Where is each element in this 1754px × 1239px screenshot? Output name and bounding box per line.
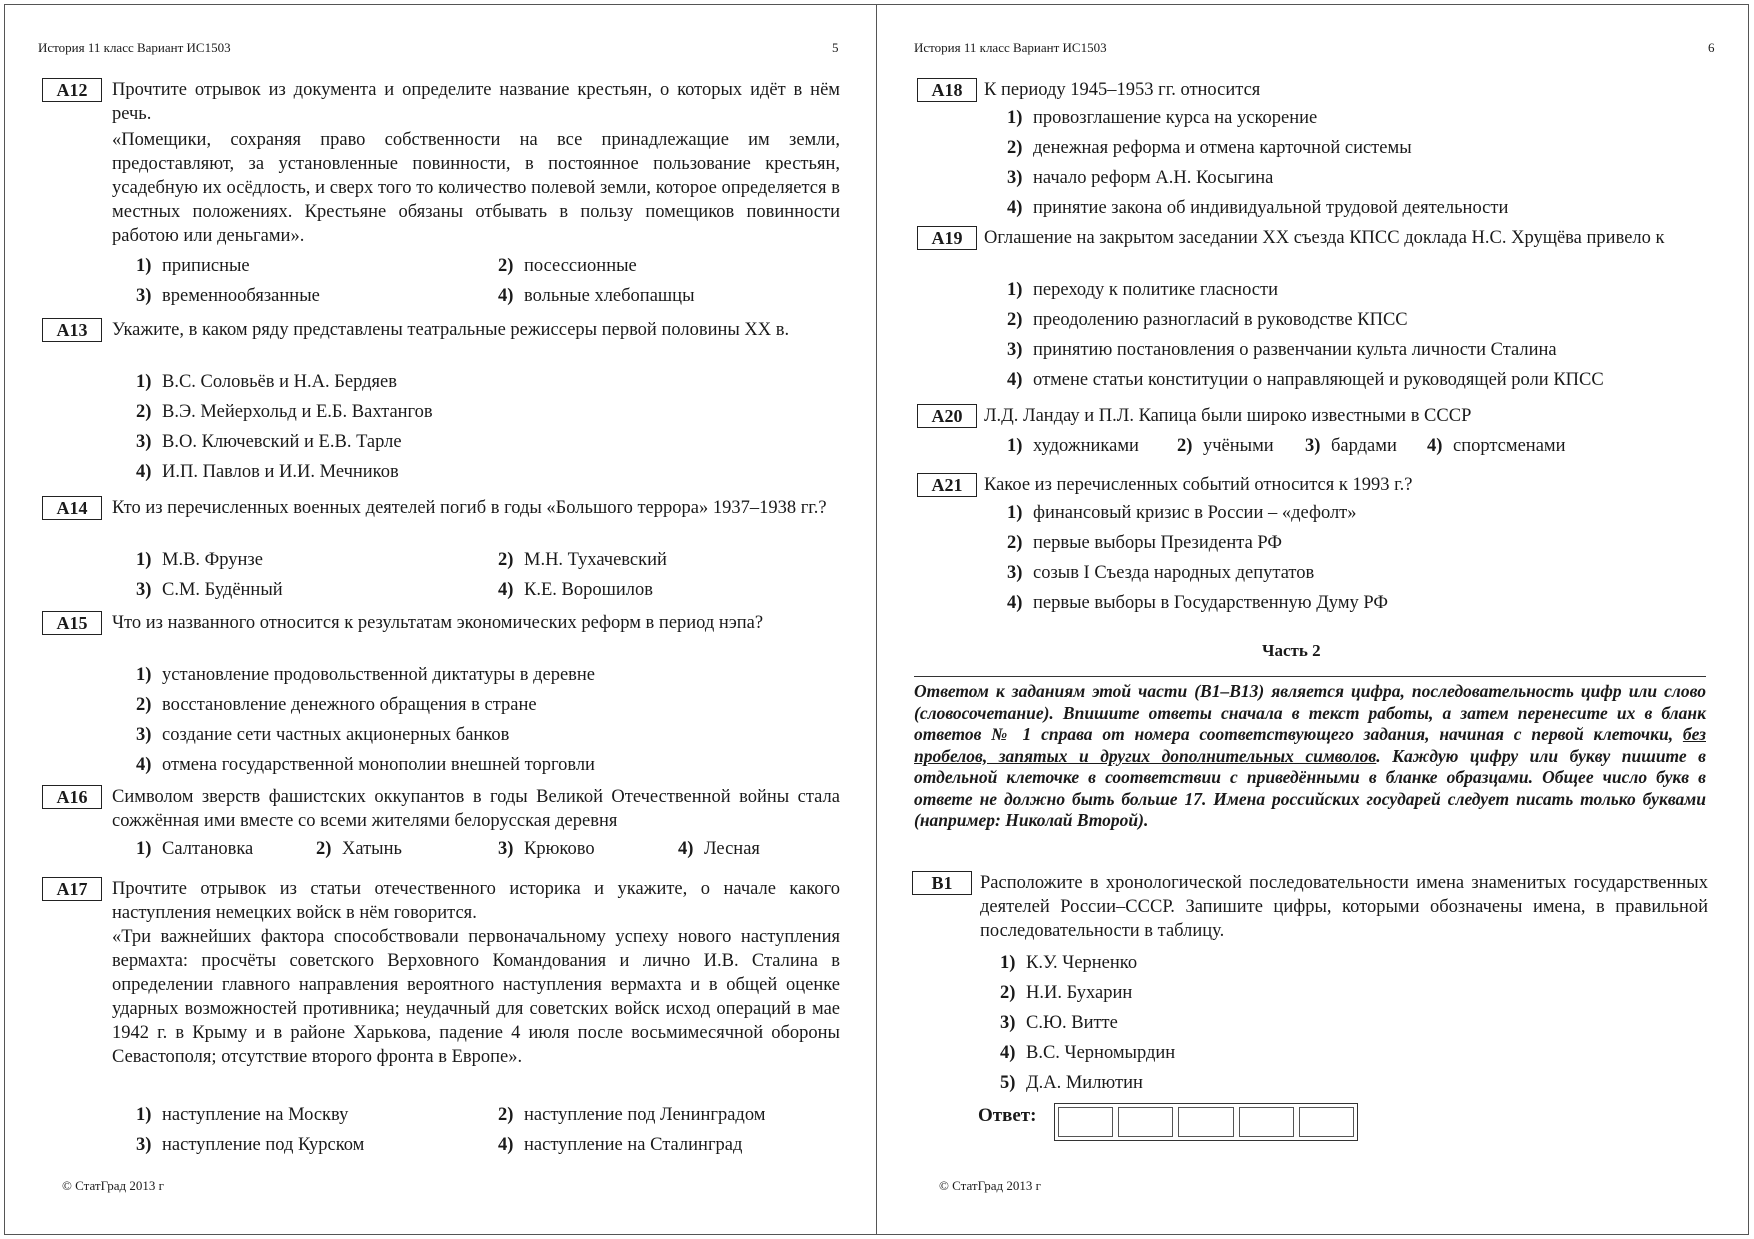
answer-label: Ответ: [978, 1105, 1037, 1126]
answer-option: 2) наступление под Ленинградом [498, 1105, 766, 1125]
answer-cell[interactable] [1239, 1107, 1294, 1137]
question-text: Укажите, в каком ряду представлены театральные режиссеры первой половины XX в. [112, 320, 790, 340]
answer-cell[interactable] [1178, 1107, 1233, 1137]
page-header: История 11 класс Вариант ИС1503 [914, 40, 1107, 55]
question-tag: A19 [917, 226, 977, 250]
answer-option: 3) принятию постановления о развенчании культа личности Сталина [1007, 340, 1557, 360]
answer-option: 2) посессионные [498, 256, 637, 276]
answer-option: 4) К.Е. Ворошилов [498, 580, 653, 600]
answer-option: 2) В.Э. Мейерхольд и Е.Б. Вахтангов [136, 402, 433, 422]
answer-option: 1) финансовый кризис в России – «дефолт» [1007, 503, 1357, 523]
answer-option: 1) провозглашение курса на ускорение [1007, 108, 1318, 128]
answer-option: 5) Д.А. Милютин [1000, 1073, 1143, 1093]
answer-option: 3) наступление под Курском [136, 1135, 365, 1155]
answer-option: 3) С.Ю. Витте [1000, 1013, 1118, 1033]
answer-grid[interactable] [1054, 1103, 1358, 1141]
answer-option: 2) Н.И. Бухарин [1000, 983, 1133, 1003]
question-tag: A13 [42, 318, 102, 342]
page-number: 5 [832, 40, 839, 55]
answer-option: 1) Салтановка [136, 839, 254, 859]
answer-option: 1) В.С. Соловьёв и Н.А. Бердяев [136, 372, 397, 392]
answer-option: 4) принятие закона об индивидуальной трудовой деятельности [1007, 198, 1509, 218]
answer-option: 1) приписные [136, 256, 250, 276]
answer-option: 4) наступление на Сталинград [498, 1135, 743, 1155]
answer-option: 4) спортсменами [1427, 436, 1566, 456]
answer-option: 1) художниками [1007, 436, 1139, 456]
question-tag: A18 [917, 78, 977, 102]
answer-option: 2) преодолению разногласий в руководстве КПСС [1007, 310, 1408, 330]
answer-option: 2) учёными [1177, 436, 1274, 456]
answer-option: 4) И.П. Павлов и И.И. Мечников [136, 462, 399, 482]
answer-option: 3) создание сети частных акционерных банков [136, 725, 510, 745]
question-tag: A16 [42, 785, 102, 809]
page-header: История 11 класс Вариант ИС1503 [38, 40, 231, 55]
question-tag: В1 [912, 871, 972, 895]
section-title: Часть 2 [1262, 641, 1321, 660]
answer-option: 2) восстановление денежного обращения в стране [136, 695, 537, 715]
page-footer: © СтатГрад 2013 г [939, 1178, 1041, 1193]
answer-option: 1) установление продовольственной диктатуры в деревне [136, 665, 596, 685]
page-footer: © СтатГрад 2013 г [62, 1178, 164, 1193]
page-number: 6 [1708, 40, 1715, 55]
answer-option: 3) начало реформ А.Н. Косыгина [1007, 168, 1274, 188]
question-quote: «Три важнейших фактора способствовали первоначальному успеху нового наступления вермахта: просчёты советского Верховного Командования и лично И.В. Сталина в определении главного направления вероятного наступления вермахта и в общей оценке ударных возможностей противника; неудачный для советских войск исход операций в мае 1942 г. в Крыму и в районе Харькова, падение 4 июля после восьмимесячной обороны Севастополя; отсутствие второго фронта в Европе». [112, 927, 840, 1067]
question-tag: A15 [42, 611, 102, 635]
question-text: Какое из перечисленных событий относится к 1993 г.? [984, 475, 1413, 495]
answer-option: 4) первые выборы в Государственную Думу РФ [1007, 593, 1388, 613]
answer-option: 2) Хатынь [316, 839, 402, 859]
left-page [0, 0, 876, 1239]
answer-option: 1) наступление на Москву [136, 1105, 349, 1125]
answer-cell[interactable] [1118, 1107, 1173, 1137]
question-quote: «Помещики, сохраняя право собственности на все принадлежащие им земли, предоставляют, за установленные повинности, в постоянное пользование крестьян, усадебную их осёдлость, и сверх того то количество полевой земли, которое определяется в местных положениях. Крестьяне обязаны отбывать в пользу помещиков повинности работою или деньгами». [112, 130, 840, 246]
question-tag: A14 [42, 496, 102, 520]
answer-option: 3) созыв I Съезда народных депутатов [1007, 563, 1315, 583]
answer-option: 3) Крюково [498, 839, 595, 859]
answer-cell[interactable] [1058, 1107, 1113, 1137]
answer-option: 3) бардами [1305, 436, 1397, 456]
answer-option: 4) В.С. Черномырдин [1000, 1043, 1176, 1063]
answer-option: 1) М.В. Фрунзе [136, 550, 263, 570]
answer-option: 3) С.М. Будённый [136, 580, 283, 600]
question-text: Что из названного относится к результатам экономических реформ в период нэпа? [112, 613, 764, 633]
answer-option: 2) первые выборы Президента РФ [1007, 533, 1283, 553]
question-text: Л.Д. Ландау и П.Л. Капица были широко известными в СССР [984, 406, 1472, 426]
answer-option: 2) денежная реформа и отмена карточной системы [1007, 138, 1412, 158]
answer-option: 4) отмене статьи конституции о направляющей и руководящей роли КПСС [1007, 370, 1604, 390]
question-tag: A17 [42, 877, 102, 901]
question-text: Кто из перечисленных военных деятелей погиб в годы «Большого террора» 1937–1938 гг.? [112, 498, 827, 518]
answer-option: 1) переходу к политике гласности [1007, 280, 1278, 300]
answer-option: 4) отмена государственной монополии внешней торговли [136, 755, 595, 775]
question-tag: A20 [917, 404, 977, 428]
question-tag: A21 [917, 473, 977, 497]
answer-option: 4) Лесная [678, 839, 760, 859]
answer-option: 3) В.О. Ключевский и Е.В. Тарле [136, 432, 402, 452]
answer-option: 2) М.Н. Тухачевский [498, 550, 667, 570]
answer-option: 4) вольные хлебопашцы [498, 286, 695, 306]
question-text: Символом зверств фашистских оккупантов в годы Великой Отечественной войны стала сожжённая ими вместе со всеми жителями белорусская деревня [112, 787, 840, 831]
answer-cell[interactable] [1299, 1107, 1354, 1137]
question-text: Оглашение на закрытом заседании XX съезда КПСС доклада Н.С. Хрущёва привело к [984, 228, 1665, 248]
question-text: Прочтите отрывок из документа и определите название крестьян, о которых идёт в нём речь. [112, 80, 840, 124]
question-text: Прочтите отрывок из статьи отечественного историка и укажите, о начале какого наступления немецких войск в нём говорится. [112, 879, 840, 923]
question-text: К периоду 1945–1953 гг. относится [984, 80, 1261, 100]
question-text: Расположите в хронологической последовательности имена знаменитых государственных деятелей России–СССР. Запишите цифры, которыми обозначены имена, в правильной последовательности в таблицу. [980, 873, 1708, 941]
answer-option: 1) К.У. Черненко [1000, 953, 1138, 973]
answer-option: 3) временнообязанные [136, 286, 320, 306]
part2-instructions: Ответом к заданиям этой части (В1–В13) является цифра, последовательность цифр или слово (словосочетание). Впишите ответы сначала в текст работы, а затем перенесите их в бланк ответов № 1 справа от номера соответствующего задания, начиная с первой клеточки, без пробелов, запятых и других дополнительных символов. Каждую цифру или букву пишите в отдельной клеточке в соответствии с приведёнными в бланке образцами. Общее число букв в ответе не должно быть больше 17. Имена российских государей следует писать только буквами (например: Николай Второй). [914, 676, 1706, 832]
question-tag: A12 [42, 78, 102, 102]
